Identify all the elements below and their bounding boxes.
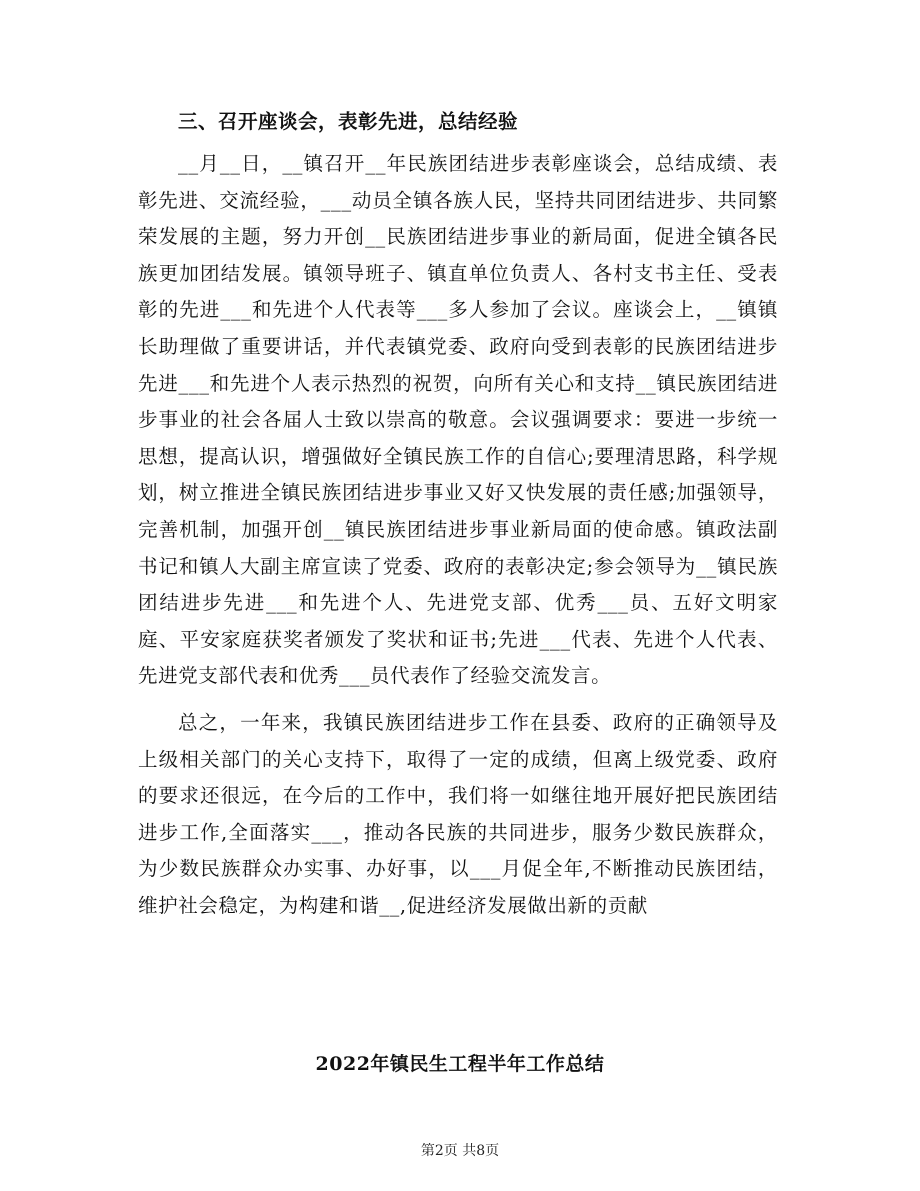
next-document-title: 2022年镇民生工程半年工作总结: [315, 1053, 605, 1075]
document-body: [138, 104, 778, 924]
section-heading: 三、召开座谈会，表彰先进，总结经验: [178, 110, 519, 133]
paragraph-summary: 总之，一年来，我镇民族团结进步工作在县委、政府的正确领导及上级相关部门的关心支持下，取得了一定的成绩，但离上级党委、政府的要求还很远，在今后的工作中，我们将一如继往地开展好把民族团结进步工作,全面落实___，推动各民族的共同进步，服务少数民族群众，为少数民族群众办实事、办好事，以___月促全年,不断推动民族团结，维护社会稳定，为构建和谐__,促进经济发展做出新的贡献: [138, 710, 778, 917]
page-number: 第2页 共8页: [420, 1143, 500, 1159]
paragraph-meeting: __月__日，__镇召开__年民族团结进步表彰座谈会，总结成绩、表彰先进、交流经验，___动员全镇各族人民，坚持共同团结进步、共同繁荣发展的主题，努力开创__民族团结进步事业的新局面，促进全镇各民族更加团结发展。镇领导班子、镇直单位负责人、各村支书主任、受表彰的先进___和先进个人代表等___多人参加了会议。座谈会上，__镇镇长助理做了重要讲话，并代表镇党委、政府向受到表彰的民族团结进步先进___和先进个人表示热烈的祝贺，向所有关心和支持__镇民族团结进步事业的社会各届人士致以崇高的敬意。会议强调要求：要进一步统一思想，提高认识，增强做好全镇民族工作的自信心;要理清思路，科学规划，树立推进全镇民族团结进步事业又好又快发展的责任感;加强领导，完善机制，加强开创__镇民族团结进步事业新局面的使命感。镇政法副书记和镇人大副主席宣读了党委、政府的表彰决定;参会领导为__镇民族团结进步先进___和先进个人、先进党支部、优秀___员、五好文明家庭、平安家庭获奖者颁发了奖状和证书;先进___代表、先进个人代表、先进党支部代表和优秀___员代表作了经验交流发言。: [138, 152, 778, 688]
